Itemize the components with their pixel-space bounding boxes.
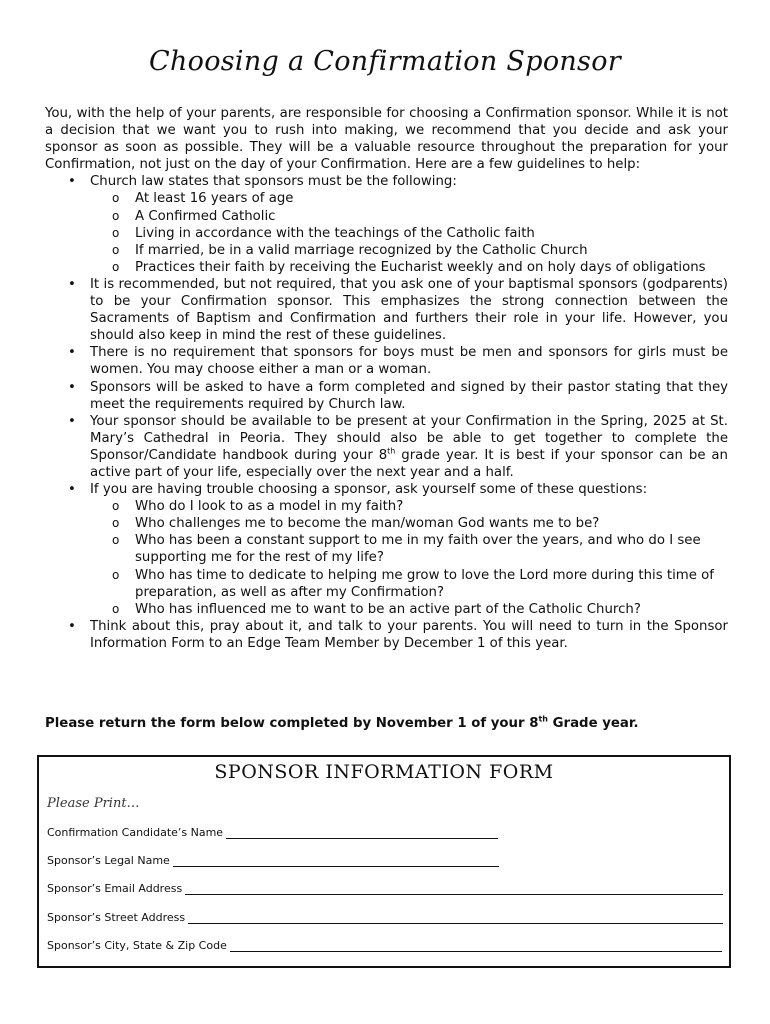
- questions-list: [90, 498, 728, 618]
- candidate-name-row: [47, 826, 498, 839]
- guideline-item: • It is recommended, but not required, that you ask one of your baptismal sponsors (godparents) to be your Confirmation sponsor. This emphasizes the strong connection between the Sacraments of Baptism and Confirmation and furthers their role in your life. However, you should also keep in mind the rest of these guidelines.: [90, 276, 728, 344]
- question-item: o Who has time to dedicate to helping me grow to love the Lord more during this time of preparation, as well as after my Confirmation?: [135, 567, 728, 601]
- sponsor-street-field[interactable]: [188, 911, 723, 924]
- sponsor-email-field[interactable]: [185, 882, 723, 895]
- guideline-text: If you are having trouble choosing a sponsor, ask yourself some of these questions:: [90, 482, 648, 498]
- page-title: Choosing a Confirmation Sponsor: [149, 46, 621, 77]
- return-note-text: Please return the form below completed by November 1 of your 8: [45, 716, 539, 731]
- field-label: Sponsor’s Email Address: [47, 882, 183, 895]
- requirement-item: o Practices their faith by receiving the Eucharist weekly and on holy days of obligations: [135, 259, 728, 276]
- question-item: o Who do I look to as a model in my faith?: [135, 498, 728, 515]
- guideline-item: [90, 413, 728, 481]
- guideline-list: [45, 173, 728, 652]
- superscript: th: [538, 714, 548, 724]
- intro-paragraph: You, with the help of your parents, are responsible for choosing a Confirmation sponsor. While it is not a decision that we want you to rush into making, we recommend that you decide and ask your sponsor as soon as possible. They will be a valuable resource throughout the preparation for your Confirmation, not just on the day of your Confirmation. Here are a few guidelines to help:: [45, 106, 728, 173]
- requirement-item: o Living in accordance with the teachings of the Catholic faith: [135, 225, 728, 242]
- requirement-item: o At least 16 years of age: [135, 190, 728, 207]
- return-note-text: Grade year.: [547, 716, 639, 731]
- sponsor-street-row: [47, 911, 723, 924]
- guideline-text: Your sponsor should be available to be present at your Confirmation in the Spring, 2025 at St. Mary’s Cathedral in Peoria. They should also be able to get together to complete the Sponsor/Candidate handbook during your 8: [90, 413, 728, 463]
- question-item: o Who challenges me to become the man/woman God wants me to be?: [135, 515, 728, 532]
- field-label: Sponsor’s City, State & Zip Code: [47, 939, 227, 952]
- sponsor-email-row: [47, 882, 723, 895]
- guideline-item: • Think about this, pray about it, and talk to your parents. You will need to turn in the Sponsor Information Form to an Edge Team Member by December 1 of this year.: [90, 618, 728, 652]
- form-title: SPONSOR INFORMATION FORM: [214, 761, 554, 783]
- requirements-list: [90, 190, 728, 275]
- requirement-item: o If married, be in a valid marriage recognized by the Catholic Church: [135, 242, 728, 259]
- guideline-item: • There is no requirement that sponsors for boys must be men and sponsors for girls must be women. You may choose either a man or a woman.: [90, 344, 728, 378]
- sponsor-name-field[interactable]: [173, 854, 499, 867]
- sponsor-information-form: [37, 755, 731, 968]
- sponsor-city-field[interactable]: [230, 939, 722, 952]
- guideline-item: • Sponsors will be asked to have a form completed and signed by their pastor stating that they meet the requirements required by Church law.: [90, 379, 728, 413]
- superscript: th: [387, 446, 396, 456]
- guidelines-section: [45, 105, 728, 652]
- candidate-name-field[interactable]: [226, 826, 498, 839]
- please-print-label: Please Print…: [47, 796, 140, 811]
- field-label: Sponsor’s Street Address: [47, 911, 186, 924]
- guideline-item: [90, 173, 728, 276]
- requirement-item: o A Confirmed Catholic: [135, 208, 728, 225]
- guideline-item: [90, 481, 728, 618]
- field-label: Sponsor’s Legal Name: [47, 854, 170, 867]
- question-item: o Who has influenced me to want to be an active part of the Catholic Church?: [135, 601, 728, 618]
- question-item: o Who has been a constant support to me in my faith over the years, and who do I see supporting me for the rest of my life?: [135, 532, 728, 566]
- field-label: Confirmation Candidate’s Name: [47, 826, 224, 839]
- sponsor-city-row: [47, 939, 722, 952]
- return-note: [45, 716, 745, 731]
- guideline-text: Church law states that sponsors must be the following:: [90, 174, 457, 190]
- guideline-text: grade year. It is best if your sponsor can be an active part of your life, especially over the next year and a half.: [90, 447, 728, 480]
- sponsor-name-row: [47, 854, 499, 867]
